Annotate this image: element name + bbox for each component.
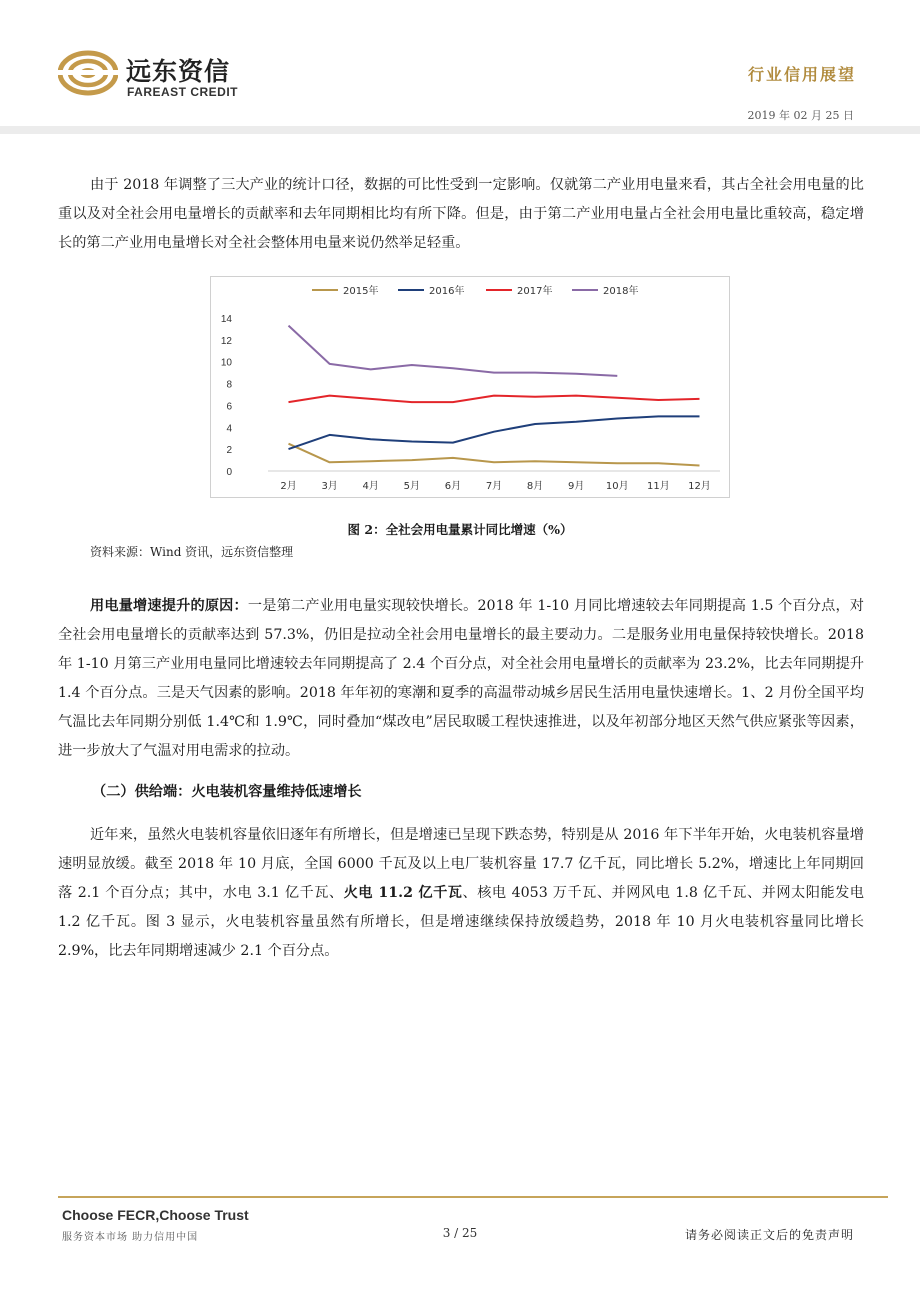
x-tick-label: 4月	[362, 481, 379, 492]
legend-label: 2017年	[517, 286, 553, 297]
footer-slogan-sub: 服务资本市场 助力信用中国	[62, 1232, 199, 1243]
y-tick-label: 6	[226, 401, 232, 413]
header-divider	[0, 126, 920, 134]
y-tick-label: 0	[226, 467, 232, 478]
reason-lead: 用电量增速提升的原因：	[90, 598, 248, 614]
x-tick-label: 11月	[646, 481, 670, 492]
x-tick-label: 2月	[280, 481, 297, 492]
footer-disclaimer: 请务必阅读正文后的免责声明	[684, 1228, 854, 1242]
reason-body: 一是第二产业用电量实现较快增长。2018 年 1-10 月同比增速较去年同期提高 1.5 个百分点，对全社会用电量增长的贡献率达到 57.3%，仍旧是拉动全社会用电量增长的最主要动力。二是服务业用电量保持较快增长。2018 年 1-10 月第三产业用电量同比增速较去年同期提高了 2.4 个百分点，对全社会用电量增长的贡献率为 23.2%，比去年同期提升 1.4 个百分点。三是天气因素的影响。2018 年年初的寒潮和夏季的高温带动城乡居民生活用电量快速增长。1、2 月份全国平均气温比去年同期分别低 1.4℃和 1.9℃，同时叠加“煤改电”居民取暖工程快速推进，以及年初部分地区天然气供应紧张等因素，进一步放大了气温对用电需求的拉动。	[58, 598, 864, 759]
chart-canvas	[210, 276, 730, 498]
reason-paragraph	[58, 592, 864, 766]
y-tick-label: 8	[226, 379, 232, 391]
legend-label: 2016年	[429, 286, 465, 297]
report-type-title: 行业信用展望	[747, 65, 856, 84]
x-tick-label: 9月	[567, 481, 585, 492]
electricity-growth-chart	[210, 276, 730, 498]
x-tick-label: 12月	[688, 481, 711, 492]
x-tick-label: 8月	[526, 481, 544, 492]
figure-source: 资料来源：Wind 资讯，远东资信整理	[90, 545, 294, 559]
supply-paragraph	[58, 821, 864, 966]
chart-frame	[211, 277, 730, 498]
legend-label: 2018年	[603, 286, 639, 297]
report-date: 2019 年 02 月 25 日	[747, 109, 854, 122]
x-tick-label: 3月	[321, 481, 338, 492]
page-header	[0, 0, 920, 135]
y-tick-label: 10	[220, 357, 232, 369]
footer-divider	[58, 1196, 888, 1198]
logo-chinese-name: 远东资信	[126, 57, 231, 86]
series-line-2016年	[289, 416, 700, 449]
series-line-2017年	[289, 396, 700, 403]
section-heading: （二）供给端：火电装机容量维持低速增长	[92, 784, 362, 800]
supply-bold-thermal: 火电 11.2 亿千瓦	[343, 885, 463, 901]
x-tick-label: 7月	[485, 481, 503, 492]
series-line-2018年	[289, 326, 618, 376]
y-tick-label: 2	[226, 445, 232, 457]
supply-text-part2: 、核电 4053 万千瓦、并网风电 1.8 亿千瓦、并网太阳能发电 1.2 亿千瓦。图 3 显示，火电装机容量虽然有所增长，但是增速继续保持放缓趋势，2018 年 10 月火电装机容量同比增长 2.9%，比去年同期增速减少 2.1 个百分点。	[58, 885, 864, 959]
supply-text-part1: 近年来，虽然火电装机容量依旧逐年有所增长，但是增速已呈现下跌态势，特别是从 2016 年下半年开始，火电装机容量增速明显放缓。截至 2018 年 10 月底，全国 6000 千瓦及以上电厂装机容量 17.7 亿千瓦，同比增长 5.2%，增速比上年同期回落 2.1 个百分点；其中，水电 3.1 亿千瓦、	[58, 827, 864, 901]
fareast-logo-icon	[58, 50, 118, 96]
y-tick-label: 14	[220, 314, 232, 325]
intro-paragraph: 由于 2018 年调整了三大产业的统计口径，数据的可比性受到一定影响。仅就第二产业用电量来看，其占全社会用电量的比重以及对全社会用电量增长的贡献率和去年同期相比均有所下降。但是，由于第二产业用电量占全社会用电量比重较高，稳定增长的第二产业用电量增长对全社会整体用电量来说仍然举足轻重。	[58, 177, 864, 251]
x-tick-label: 5月	[403, 481, 421, 492]
series-line-2015年	[289, 444, 700, 466]
figure-caption: 图 2：全社会用电量累计同比增速（%）	[347, 522, 573, 537]
x-tick-label: 10月	[605, 481, 629, 492]
legend-label: 2015年	[343, 286, 379, 297]
y-tick-label: 12	[220, 335, 232, 347]
footer-slogan: Choose FECR,Choose Trust	[62, 1207, 249, 1223]
y-tick-label: 4	[226, 423, 232, 435]
page-number: 3 / 25	[442, 1226, 478, 1240]
logo-english-name: FAREAST CREDIT	[127, 85, 239, 99]
x-tick-label: 6月	[444, 481, 462, 492]
